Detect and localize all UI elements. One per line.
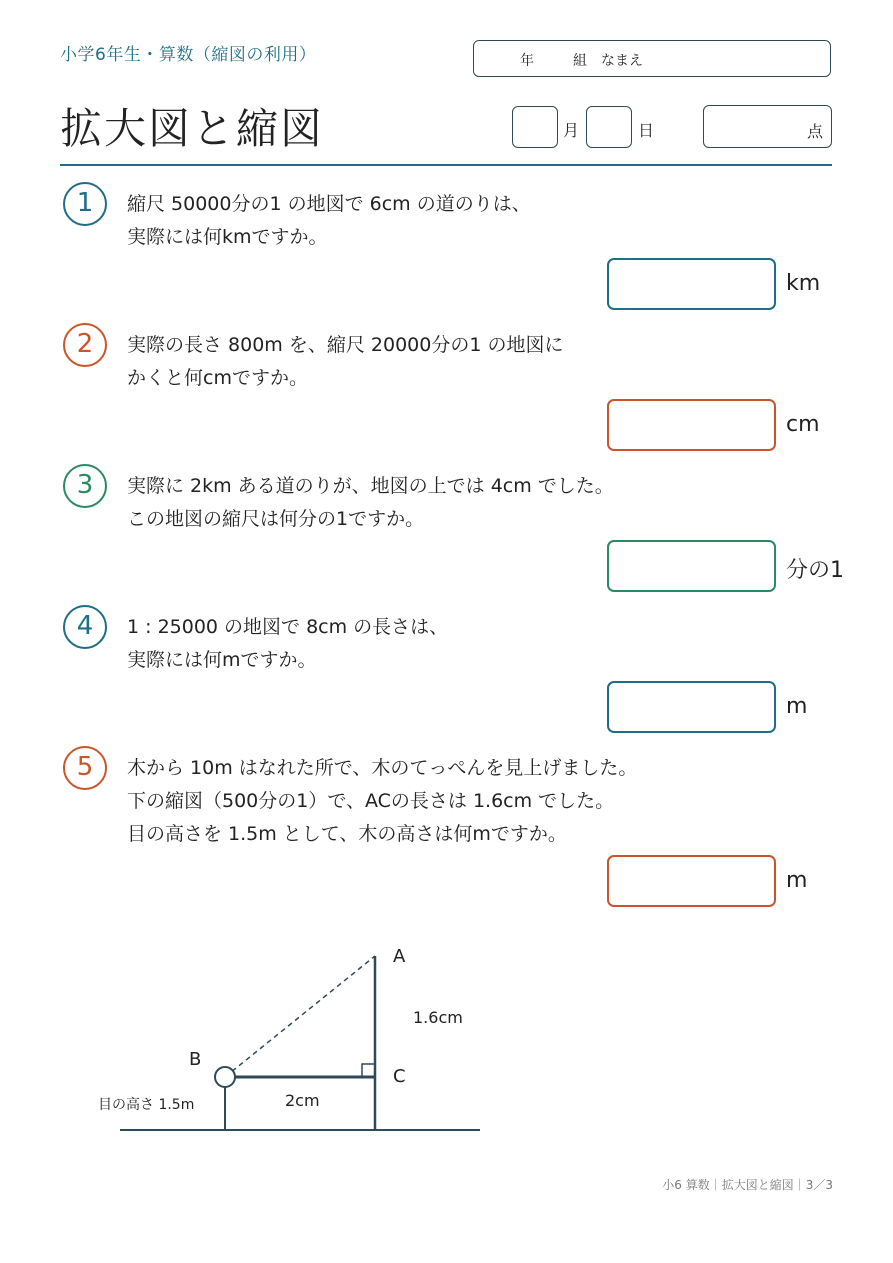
class-label: 組 — [573, 53, 587, 69]
question-3-text — [127, 470, 614, 536]
question-4-number: 4 — [63, 605, 107, 649]
answer-3-field[interactable] — [607, 540, 776, 592]
question-1-line-1: 縮尺 50000分の1 の地図で 6cm の道のりは、 — [127, 193, 531, 215]
right-angle-mark — [362, 1064, 375, 1077]
eye-point-icon — [215, 1067, 235, 1087]
answer-4-unit: m — [786, 694, 808, 719]
question-3-line-2: この地図の縮尺は何分の1ですか。 — [127, 508, 425, 530]
bc-length-label: 2cm — [285, 1091, 320, 1110]
question-2-text — [127, 329, 563, 395]
answer-1-field[interactable] — [607, 258, 776, 310]
question-1-number: 1 — [63, 182, 107, 226]
question-5-line-2: 下の縮図（500分の1）で、ACの長さは 1.6cm でした。 — [127, 790, 615, 812]
question-5-text — [127, 752, 637, 851]
name-label: なまえ — [601, 53, 643, 69]
answer-4-field[interactable] — [607, 681, 776, 733]
question-1-text — [127, 188, 531, 254]
page-footer: 小6 算数｜拡大図と縮図｜3／3 — [662, 1178, 833, 1192]
label-c: C — [393, 1066, 406, 1087]
label-a: A — [393, 946, 406, 967]
question-5-line-1: 木から 10m はなれた所で、木のてっぺんを見上げました。 — [127, 757, 638, 779]
eye-height-label: 目の高さ 1.5m — [98, 1097, 195, 1113]
year-label: 年 — [520, 53, 534, 69]
answer-3-unit: 分の1 — [786, 558, 844, 583]
question-3-number: 3 — [63, 464, 107, 508]
question-2-number: 2 — [63, 323, 107, 367]
header-divider — [60, 164, 832, 166]
label-b: B — [189, 1049, 202, 1070]
answer-1-unit: km — [786, 271, 821, 296]
answer-5-field[interactable] — [607, 855, 776, 907]
question-3-line-1: 実際に 2km ある道のりが、地図の上では 4cm でした。 — [127, 475, 614, 497]
answer-2-unit: cm — [786, 412, 820, 437]
answer-2-field[interactable] — [607, 399, 776, 451]
question-4-text — [127, 611, 448, 677]
question-2-line-2: かくと何cmですか。 — [127, 367, 308, 389]
question-5-line-3: 目の高さを 1.5m として、木の高さは何mですか。 — [127, 823, 567, 845]
answer-5-unit: m — [786, 868, 808, 893]
scale-diagram — [0, 930, 893, 1150]
question-2-line-1: 実際の長さ 800m を、縮尺 20000分の1 の地図に — [127, 334, 564, 356]
worksheet-subtitle: 小学6年生・算数（縮図の利用） — [60, 45, 317, 65]
month-label: 月 — [563, 121, 580, 140]
score-label: 点 — [806, 122, 823, 141]
question-5-number: 5 — [63, 746, 107, 790]
day-field[interactable] — [586, 106, 632, 148]
question-4-line-2: 実際には何mですか。 — [127, 649, 317, 671]
score-field[interactable] — [703, 105, 832, 148]
day-label: 日 — [638, 121, 655, 140]
ac-length-label: 1.6cm — [413, 1008, 463, 1027]
question-4-line-1: 1 : 25000 の地図で 8cm の長さは、 — [127, 616, 449, 638]
month-field[interactable] — [512, 106, 558, 148]
name-field[interactable] — [473, 40, 831, 77]
sight-line — [225, 956, 375, 1077]
page-title: 拡大図と縮図 — [60, 104, 325, 153]
question-1-line-2: 実際には何kmですか。 — [127, 226, 328, 248]
